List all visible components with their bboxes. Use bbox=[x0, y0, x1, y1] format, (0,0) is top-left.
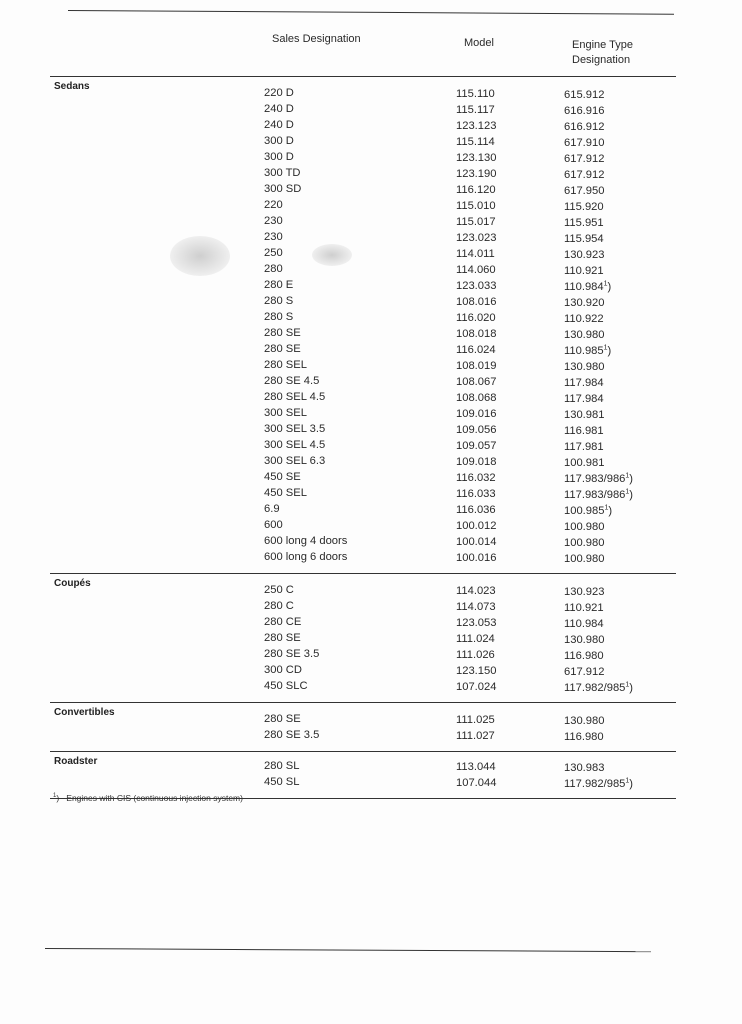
sales-designation-cell-value: 300 D bbox=[264, 135, 294, 147]
table-row bbox=[50, 646, 676, 662]
engine-type-cell-value: 117.982/985 bbox=[564, 778, 626, 790]
engine-type-cell-value: 110.921 bbox=[564, 265, 604, 277]
model-cell bbox=[456, 262, 496, 278]
model-cell-value: 116.036 bbox=[456, 504, 496, 516]
sales-designation-cell-value: 300 D bbox=[264, 151, 294, 163]
table-row bbox=[50, 774, 676, 790]
table-row bbox=[50, 309, 676, 325]
engine-type-cell-value: 130.981 bbox=[564, 409, 605, 421]
table-row bbox=[50, 149, 676, 165]
table-row bbox=[50, 662, 676, 678]
table-row bbox=[50, 181, 676, 197]
sales-designation-cell-value: 280 SE bbox=[264, 632, 301, 644]
engine-type-cell-value: 100.980 bbox=[564, 553, 605, 565]
model-cell bbox=[456, 166, 496, 182]
engine-type-cell-value: 117.984 bbox=[564, 377, 604, 389]
sales-designation-cell bbox=[264, 309, 293, 325]
engine-type-cell-value: 116.980 bbox=[564, 731, 604, 743]
model-cell-value: 123.123 bbox=[456, 120, 497, 132]
model-cell bbox=[456, 358, 496, 374]
sales-designation-cell-value: 280 SL bbox=[264, 760, 300, 772]
model-cell-value: 123.053 bbox=[456, 617, 497, 629]
model-cell bbox=[456, 406, 496, 422]
sales-designation-cell bbox=[264, 213, 283, 229]
model-cell bbox=[456, 182, 496, 198]
sales-designation-cell bbox=[264, 197, 283, 213]
table-row bbox=[50, 711, 676, 727]
table-body bbox=[50, 77, 676, 799]
engine-type-cell-value: 110.985 bbox=[564, 345, 604, 357]
sales-designation-cell-value: 6.9 bbox=[264, 503, 280, 515]
sales-designation-cell-value: 240 D bbox=[264, 103, 294, 115]
model-cell bbox=[456, 470, 496, 486]
table-row bbox=[50, 357, 676, 373]
engine-type-cell-value: 615.912 bbox=[564, 89, 605, 101]
engine-type-cell-value: 616.916 bbox=[564, 105, 605, 117]
table-row bbox=[50, 630, 676, 646]
model-cell bbox=[456, 214, 496, 230]
sales-designation-cell bbox=[264, 373, 319, 389]
footnote-ref: 1 bbox=[603, 344, 608, 352]
model-cell bbox=[456, 294, 496, 310]
footnote-ref-paren: ) bbox=[608, 505, 613, 517]
model-cell-value: 115.117 bbox=[456, 104, 495, 116]
model-cell-value: 116.033 bbox=[456, 488, 496, 500]
table-row bbox=[50, 101, 676, 117]
engine-type-cell-value: 130.920 bbox=[564, 297, 605, 309]
footnote bbox=[53, 793, 243, 803]
sales-designation-cell bbox=[264, 165, 301, 181]
engine-type-cell-value: 617.910 bbox=[564, 137, 605, 149]
engine-type-cell-value: 130.980 bbox=[564, 634, 605, 646]
table-row bbox=[50, 389, 676, 405]
model-cell-value: 116.120 bbox=[456, 184, 496, 196]
footnote-mark: 1 bbox=[53, 793, 57, 800]
model-cell-value: 116.032 bbox=[456, 472, 496, 484]
sales-designation-cell bbox=[264, 245, 283, 261]
footnote-ref-paren: ) bbox=[629, 489, 634, 501]
group-roadster bbox=[50, 752, 676, 799]
group-coups bbox=[50, 574, 676, 703]
model-cell-value: 111.024 bbox=[456, 633, 495, 645]
sales-designation-cell bbox=[264, 727, 319, 743]
model-cell-value: 108.019 bbox=[456, 360, 497, 372]
engine-type-cell-value: 115.920 bbox=[564, 201, 604, 213]
sales-designation-cell-value: 280 E bbox=[264, 279, 294, 291]
model-cell bbox=[456, 326, 496, 342]
engine-type-cell-value: 617.912 bbox=[564, 169, 605, 181]
sales-designation-cell bbox=[264, 293, 293, 309]
table-row bbox=[50, 453, 676, 469]
sales-designation-cell bbox=[264, 614, 301, 630]
sales-designation-cell-value: 300 SD bbox=[264, 183, 302, 195]
sales-designation-cell-value: 300 TD bbox=[264, 167, 301, 179]
engine-type-cell-value: 116.981 bbox=[564, 425, 604, 437]
engine-type-cell-value: 130.923 bbox=[564, 249, 605, 261]
engine-type-cell-value: 617.912 bbox=[564, 153, 605, 165]
model-cell-value: 111.027 bbox=[456, 730, 495, 742]
group-label: Coupés bbox=[54, 578, 91, 589]
sales-designation-cell-value: 450 SL bbox=[264, 776, 300, 788]
model-cell-value: 111.025 bbox=[456, 714, 495, 726]
sales-designation-cell-value: 450 SEL bbox=[264, 487, 307, 499]
table-row bbox=[50, 117, 676, 133]
sales-designation-cell-value: 300 SEL bbox=[264, 407, 307, 419]
sales-designation-cell-value: 600 long 6 doors bbox=[264, 551, 348, 563]
model-cell-value: 115.017 bbox=[456, 216, 496, 228]
model-cell-value: 114.011 bbox=[456, 248, 495, 260]
model-cell bbox=[456, 583, 496, 599]
model-cell-value: 115.110 bbox=[456, 88, 495, 100]
footnote-ref: 1 bbox=[625, 472, 630, 480]
engine-type-cell-value: 110.984 bbox=[564, 281, 604, 293]
table-row bbox=[50, 485, 676, 501]
model-cell bbox=[456, 422, 496, 438]
sales-designation-cell bbox=[264, 549, 347, 565]
sales-designation-cell bbox=[264, 598, 294, 614]
engine-type-cell-value: 100.980 bbox=[564, 537, 605, 549]
model-cell bbox=[456, 631, 495, 647]
model-cell bbox=[456, 663, 496, 679]
table-row bbox=[50, 517, 676, 533]
model-cell bbox=[456, 118, 496, 134]
model-cell-value: 109.057 bbox=[456, 440, 497, 452]
footnote-ref-paren: ) bbox=[629, 473, 634, 485]
sales-designation-cell bbox=[264, 758, 299, 774]
model-cell-value: 107.044 bbox=[456, 777, 497, 789]
model-cell bbox=[456, 775, 496, 791]
model-cell bbox=[456, 278, 496, 294]
sales-designation-cell bbox=[264, 149, 294, 165]
engine-type-cell-value: 115.954 bbox=[564, 233, 604, 245]
model-cell-value: 109.016 bbox=[456, 408, 497, 420]
engine-type-cell-value: 110.922 bbox=[564, 313, 604, 325]
table-row bbox=[50, 133, 676, 149]
sales-designation-cell bbox=[264, 662, 302, 678]
table-row bbox=[50, 245, 676, 261]
sales-designation-cell bbox=[264, 485, 307, 501]
sales-designation-cell bbox=[264, 277, 293, 293]
engine-type-cell-value: 130.980 bbox=[564, 329, 605, 341]
model-cell-value: 100.016 bbox=[456, 552, 497, 564]
model-cell-value: 107.024 bbox=[456, 681, 497, 693]
table-row bbox=[50, 501, 676, 517]
sales-designation-cell-value: 220 D bbox=[264, 87, 294, 99]
sales-designation-cell bbox=[264, 469, 301, 485]
table-row bbox=[50, 549, 676, 565]
engine-type-cell-value: 100.981 bbox=[564, 457, 605, 469]
model-cell bbox=[456, 374, 496, 390]
sales-designation-cell-value: 300 SEL 6.3 bbox=[264, 455, 326, 467]
sales-designation-cell-value: 600 long 4 doors bbox=[264, 535, 348, 547]
engine-type-cell-value: 100.980 bbox=[564, 521, 605, 533]
engine-type-cell-value: 616.912 bbox=[564, 121, 605, 133]
model-cell-value: 114.023 bbox=[456, 585, 496, 597]
engine-designation-table bbox=[50, 30, 676, 799]
sales-designation-cell bbox=[264, 711, 301, 727]
group-sedans bbox=[50, 77, 676, 574]
model-cell bbox=[456, 534, 496, 550]
sales-designation-cell bbox=[264, 357, 307, 373]
table-row bbox=[50, 405, 676, 421]
bottom-rule bbox=[45, 948, 651, 952]
model-cell-value: 108.016 bbox=[456, 296, 497, 308]
model-cell bbox=[456, 728, 495, 744]
model-cell bbox=[456, 550, 496, 566]
model-cell bbox=[456, 647, 495, 663]
header-engine-type: Engine Type Designation bbox=[572, 39, 633, 66]
model-cell bbox=[456, 599, 496, 615]
table-row bbox=[50, 373, 676, 389]
model-cell bbox=[456, 150, 496, 166]
engine-type-cell bbox=[564, 729, 604, 745]
sales-designation-cell-value: 230 bbox=[264, 215, 283, 227]
engine-type-cell-value: 117.983/986 bbox=[564, 489, 626, 501]
footnote-mark-paren: ) bbox=[56, 793, 60, 803]
footnote-ref-paren: ) bbox=[629, 778, 634, 790]
sales-designation-cell-value: 280 C bbox=[264, 600, 294, 612]
table-row bbox=[50, 421, 676, 437]
sales-designation-cell-value: 280 bbox=[264, 263, 283, 275]
model-cell-value: 100.014 bbox=[456, 536, 497, 548]
model-cell bbox=[456, 86, 495, 102]
table-row bbox=[50, 197, 676, 213]
table-row bbox=[50, 437, 676, 453]
sales-designation-cell bbox=[264, 101, 294, 117]
model-cell-value: 116.024 bbox=[456, 344, 496, 356]
model-cell-value: 115.114 bbox=[456, 136, 495, 148]
sales-designation-cell-value: 600 bbox=[264, 519, 283, 531]
sales-designation-cell-value: 450 SLC bbox=[264, 680, 308, 692]
model-cell-value: 109.018 bbox=[456, 456, 497, 468]
sales-designation-cell bbox=[264, 389, 325, 405]
sales-designation-cell-value: 280 CE bbox=[264, 616, 302, 628]
model-cell-value: 123.190 bbox=[456, 168, 497, 180]
sales-designation-cell-value: 280 SE bbox=[264, 713, 301, 725]
engine-type-cell-value: 110.921 bbox=[564, 602, 604, 614]
footnote-ref: 1 bbox=[603, 280, 608, 288]
footnote-ref-paren: ) bbox=[607, 281, 612, 293]
table-row bbox=[50, 213, 676, 229]
model-cell bbox=[456, 502, 496, 518]
sales-designation-cell bbox=[264, 133, 294, 149]
sales-designation-cell bbox=[264, 85, 294, 101]
sales-designation-cell-value: 220 bbox=[264, 199, 283, 211]
engine-type-cell-value: 617.950 bbox=[564, 185, 605, 197]
model-cell bbox=[456, 679, 496, 695]
table-row bbox=[50, 229, 676, 245]
model-cell-value: 123.033 bbox=[456, 280, 497, 292]
table-row bbox=[50, 469, 676, 485]
table-row bbox=[50, 261, 676, 277]
sales-designation-cell-value: 240 D bbox=[264, 119, 294, 131]
footnote-ref: 1 bbox=[625, 681, 630, 689]
model-cell-value: 111.026 bbox=[456, 649, 495, 661]
sales-designation-cell bbox=[264, 181, 301, 197]
sales-designation-cell-value: 280 SE bbox=[264, 343, 301, 355]
sales-designation-cell bbox=[264, 117, 294, 133]
footnote-ref: 1 bbox=[625, 488, 630, 496]
sales-designation-cell bbox=[264, 229, 283, 245]
sales-designation-cell bbox=[264, 646, 319, 662]
model-cell-value: 108.067 bbox=[456, 376, 497, 388]
sales-designation-cell-value: 300 SEL 3.5 bbox=[264, 423, 326, 435]
model-cell bbox=[456, 759, 496, 775]
group-label: Roadster bbox=[54, 756, 98, 767]
sales-designation-cell bbox=[264, 437, 325, 453]
engine-type-cell-value: 117.983/986 bbox=[564, 473, 626, 485]
sales-designation-cell-value: 280 SE 4.5 bbox=[264, 375, 320, 387]
model-cell-value: 113.044 bbox=[456, 761, 496, 773]
sales-designation-cell bbox=[264, 501, 280, 517]
sales-designation-cell bbox=[264, 533, 347, 549]
sales-designation-cell-value: 300 SEL 4.5 bbox=[264, 439, 326, 451]
sales-designation-cell bbox=[264, 774, 299, 790]
header-model: Model bbox=[464, 37, 494, 49]
sales-designation-cell-value: 300 CD bbox=[264, 664, 302, 676]
table-row bbox=[50, 727, 676, 743]
group-label: Sedans bbox=[54, 81, 90, 92]
footnote-text: Engines with CIS (continuous injection system) bbox=[66, 793, 243, 803]
engine-type-cell bbox=[564, 551, 604, 567]
sales-designation-cell bbox=[264, 582, 294, 598]
sales-designation-cell bbox=[264, 325, 301, 341]
engine-type-cell-value: 117.981 bbox=[564, 441, 604, 453]
sales-designation-cell bbox=[264, 517, 283, 533]
sales-designation-cell-value: 280 SEL bbox=[264, 359, 307, 371]
sales-designation-cell-value: 250 bbox=[264, 247, 283, 259]
table-row bbox=[50, 758, 676, 774]
top-rule bbox=[68, 10, 674, 15]
sales-designation-cell bbox=[264, 678, 308, 694]
sales-designation-cell-value: 450 SE bbox=[264, 471, 301, 483]
model-cell bbox=[456, 134, 495, 150]
model-cell bbox=[456, 246, 495, 262]
engine-type-cell bbox=[564, 776, 633, 792]
table-row bbox=[50, 325, 676, 341]
sales-designation-cell-value: 280 SE 3.5 bbox=[264, 729, 320, 741]
sales-designation-cell-value: 280 SE 3.5 bbox=[264, 648, 320, 660]
engine-type-cell-value: 130.980 bbox=[564, 361, 605, 373]
model-cell bbox=[456, 310, 496, 326]
engine-type-cell-value: 130.983 bbox=[564, 762, 605, 774]
model-cell-value: 116.020 bbox=[456, 312, 496, 324]
group-convertibles bbox=[50, 703, 676, 752]
model-cell bbox=[456, 342, 496, 358]
table-row bbox=[50, 85, 676, 101]
sales-designation-cell-value: 250 C bbox=[264, 584, 294, 596]
table-row bbox=[50, 277, 676, 293]
engine-type-cell-value: 130.923 bbox=[564, 586, 605, 598]
model-cell bbox=[456, 230, 496, 246]
sales-designation-cell-value: 280 S bbox=[264, 295, 294, 307]
engine-type-cell-value: 110.984 bbox=[564, 618, 604, 630]
sales-designation-cell-value: 230 bbox=[264, 231, 283, 243]
sales-designation-cell-value: 280 SEL 4.5 bbox=[264, 391, 326, 403]
sales-designation-cell-value: 280 S bbox=[264, 311, 294, 323]
engine-type-cell-value: 117.982/985 bbox=[564, 682, 626, 694]
table-header bbox=[50, 30, 676, 77]
sales-designation-cell bbox=[264, 630, 301, 646]
engine-type-cell-value: 116.980 bbox=[564, 650, 604, 662]
table-row bbox=[50, 341, 676, 357]
sales-designation-cell bbox=[264, 405, 307, 421]
model-cell-value: 123.023 bbox=[456, 232, 497, 244]
footnote-ref: 1 bbox=[604, 504, 609, 512]
engine-type-cell-value: 617.912 bbox=[564, 666, 605, 678]
table-row bbox=[50, 533, 676, 549]
table-row bbox=[50, 293, 676, 309]
model-cell-value: 115.010 bbox=[456, 200, 496, 212]
header-sales-designation: Sales Designation bbox=[272, 33, 361, 45]
table-row bbox=[50, 165, 676, 181]
sales-designation-cell bbox=[264, 453, 325, 469]
engine-type-cell bbox=[564, 680, 633, 696]
engine-type-cell-value: 115.951 bbox=[564, 217, 604, 229]
model-cell bbox=[456, 712, 495, 728]
model-cell bbox=[456, 102, 495, 118]
sales-designation-cell bbox=[264, 421, 325, 437]
model-cell-value: 123.130 bbox=[456, 152, 497, 164]
sales-designation-cell bbox=[264, 341, 301, 357]
model-cell-value: 109.056 bbox=[456, 424, 497, 436]
table-row bbox=[50, 582, 676, 598]
footnote-ref-paren: ) bbox=[607, 345, 612, 357]
model-cell bbox=[456, 615, 496, 631]
table-row bbox=[50, 614, 676, 630]
footnote-ref-paren: ) bbox=[629, 682, 634, 694]
model-cell-value: 123.150 bbox=[456, 665, 497, 677]
engine-type-cell-value: 117.984 bbox=[564, 393, 604, 405]
model-cell-value: 100.012 bbox=[456, 520, 497, 532]
sales-designation-cell-value: 280 SE bbox=[264, 327, 301, 339]
engine-type-cell-value: 130.980 bbox=[564, 715, 605, 727]
model-cell bbox=[456, 518, 496, 534]
model-cell-value: 108.068 bbox=[456, 392, 497, 404]
model-cell bbox=[456, 486, 496, 502]
model-cell-value: 114.060 bbox=[456, 264, 496, 276]
engine-type-cell-value: 100.985 bbox=[564, 505, 605, 517]
group-label: Convertibles bbox=[54, 707, 115, 718]
footnote-ref: 1 bbox=[625, 777, 630, 785]
model-cell bbox=[456, 390, 496, 406]
model-cell bbox=[456, 438, 496, 454]
model-cell bbox=[456, 198, 496, 214]
model-cell bbox=[456, 454, 496, 470]
model-cell-value: 114.073 bbox=[456, 601, 496, 613]
table-row bbox=[50, 678, 676, 694]
model-cell-value: 108.018 bbox=[456, 328, 497, 340]
sales-designation-cell bbox=[264, 261, 283, 277]
table-row bbox=[50, 598, 676, 614]
